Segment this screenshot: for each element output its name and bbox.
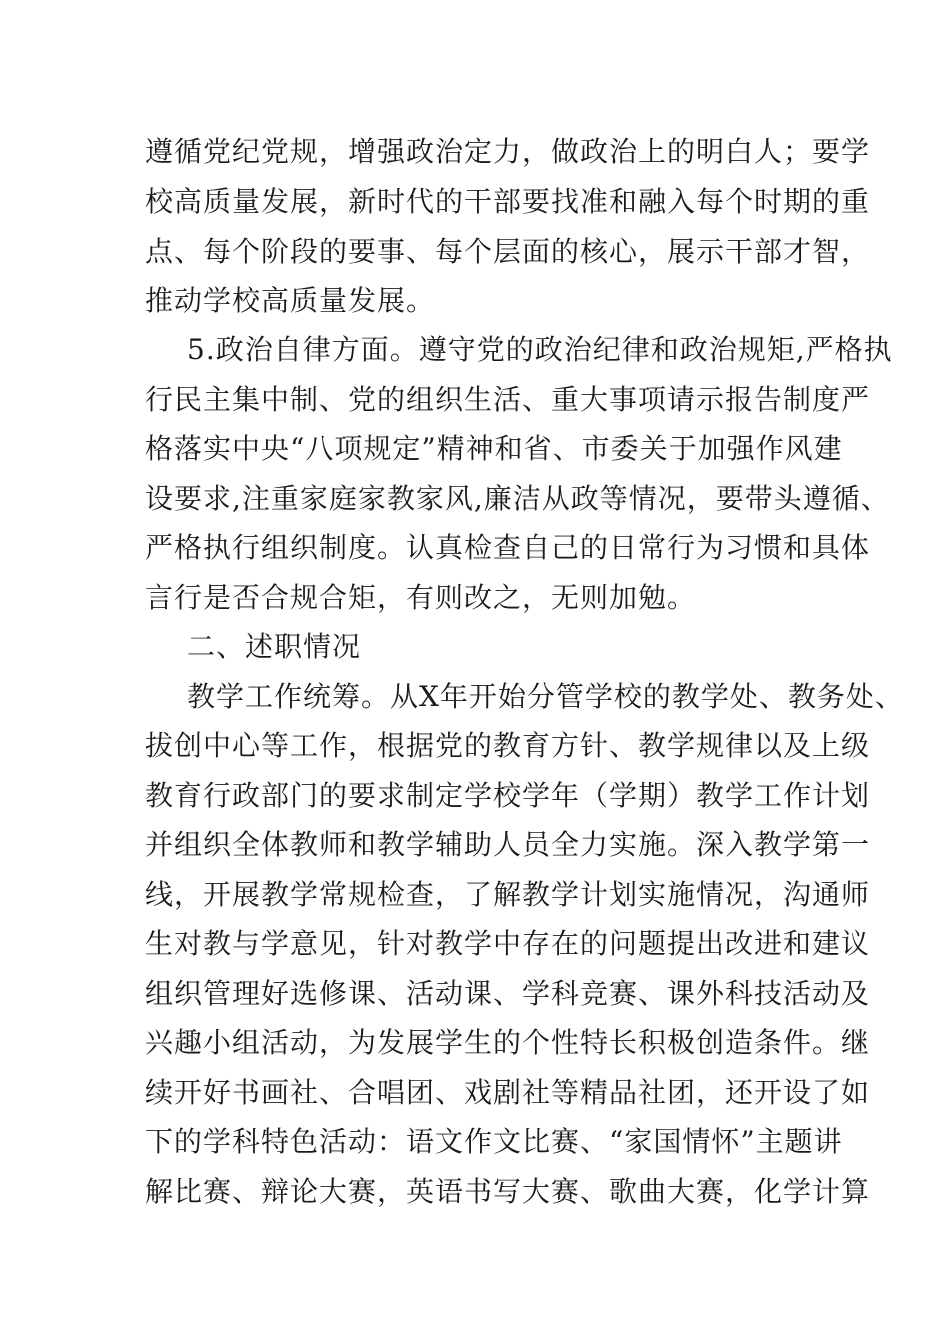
text-line: 线，开展教学常规检查，了解教学计划实施情况，沟通师 <box>145 878 871 911</box>
text-line: 行民主集中制、党的组织生活、重大事项请示报告制度严 <box>145 383 871 416</box>
text-line: 点、每个阶段的要事、每个层面的核心，展示干部才智， <box>145 235 871 268</box>
text-line: 格落实中央“八项规定”精神和省、市委关于加强作风建 <box>145 432 843 465</box>
text-line: 拔创中心等工作，根据党的教育方针、教学规律以及上级 <box>145 729 871 762</box>
text-line: 解比赛、辩论大赛，英语书写大赛、歌曲大赛，化学计算 <box>145 1175 871 1208</box>
text-line: 言行是否合规合矩，有则改之，无则加勉。 <box>145 581 697 614</box>
text-line: 推动学校高质量发展。 <box>145 284 436 317</box>
text-line: 兴趣小组活动，为发展学生的个性特长积极创造条件。继 <box>145 1026 871 1059</box>
text-line: 并组织全体教师和教学辅助人员全力实施。深入教学第一 <box>145 828 871 861</box>
text-line: 严格执行组织制度。认真检查自己的日常行为习惯和具体 <box>145 531 871 564</box>
text-line: 续开好书画社、合唱团、戏剧社等精品社团，还开设了如 <box>145 1076 871 1109</box>
text-line: 校高质量发展，新时代的干部要找准和融入每个时期的重 <box>145 185 871 218</box>
paragraph-start: 教学工作统筹。从X年开始分管学校的教学处、教务处、 <box>187 680 904 713</box>
text-line: 下的学科特色活动：语文作文比赛、“家国情怀”主题讲 <box>145 1125 843 1158</box>
text-line: 生对教与学意见，针对教学中存在的问题提出改进和建议 <box>145 927 871 960</box>
text-line: 设要求,注重家庭家教家风,廉洁从政等情况，要带头遵循、 <box>145 482 890 515</box>
text-line: 组织管理好选修课、活动课、学科竞赛、课外科技活动及 <box>145 977 871 1010</box>
text-line: 遵循党纪党规，增强政治定力，做政治上的明白人；要学 <box>145 135 871 168</box>
text-line: 教育行政部门的要求制定学校学年（学期）教学工作计划 <box>145 779 871 812</box>
section-heading: 二、述职情况 <box>187 630 362 663</box>
section-heading: 5.政治自律方面。遵守党的政治纪律和政治规矩,严格执 <box>187 333 893 366</box>
